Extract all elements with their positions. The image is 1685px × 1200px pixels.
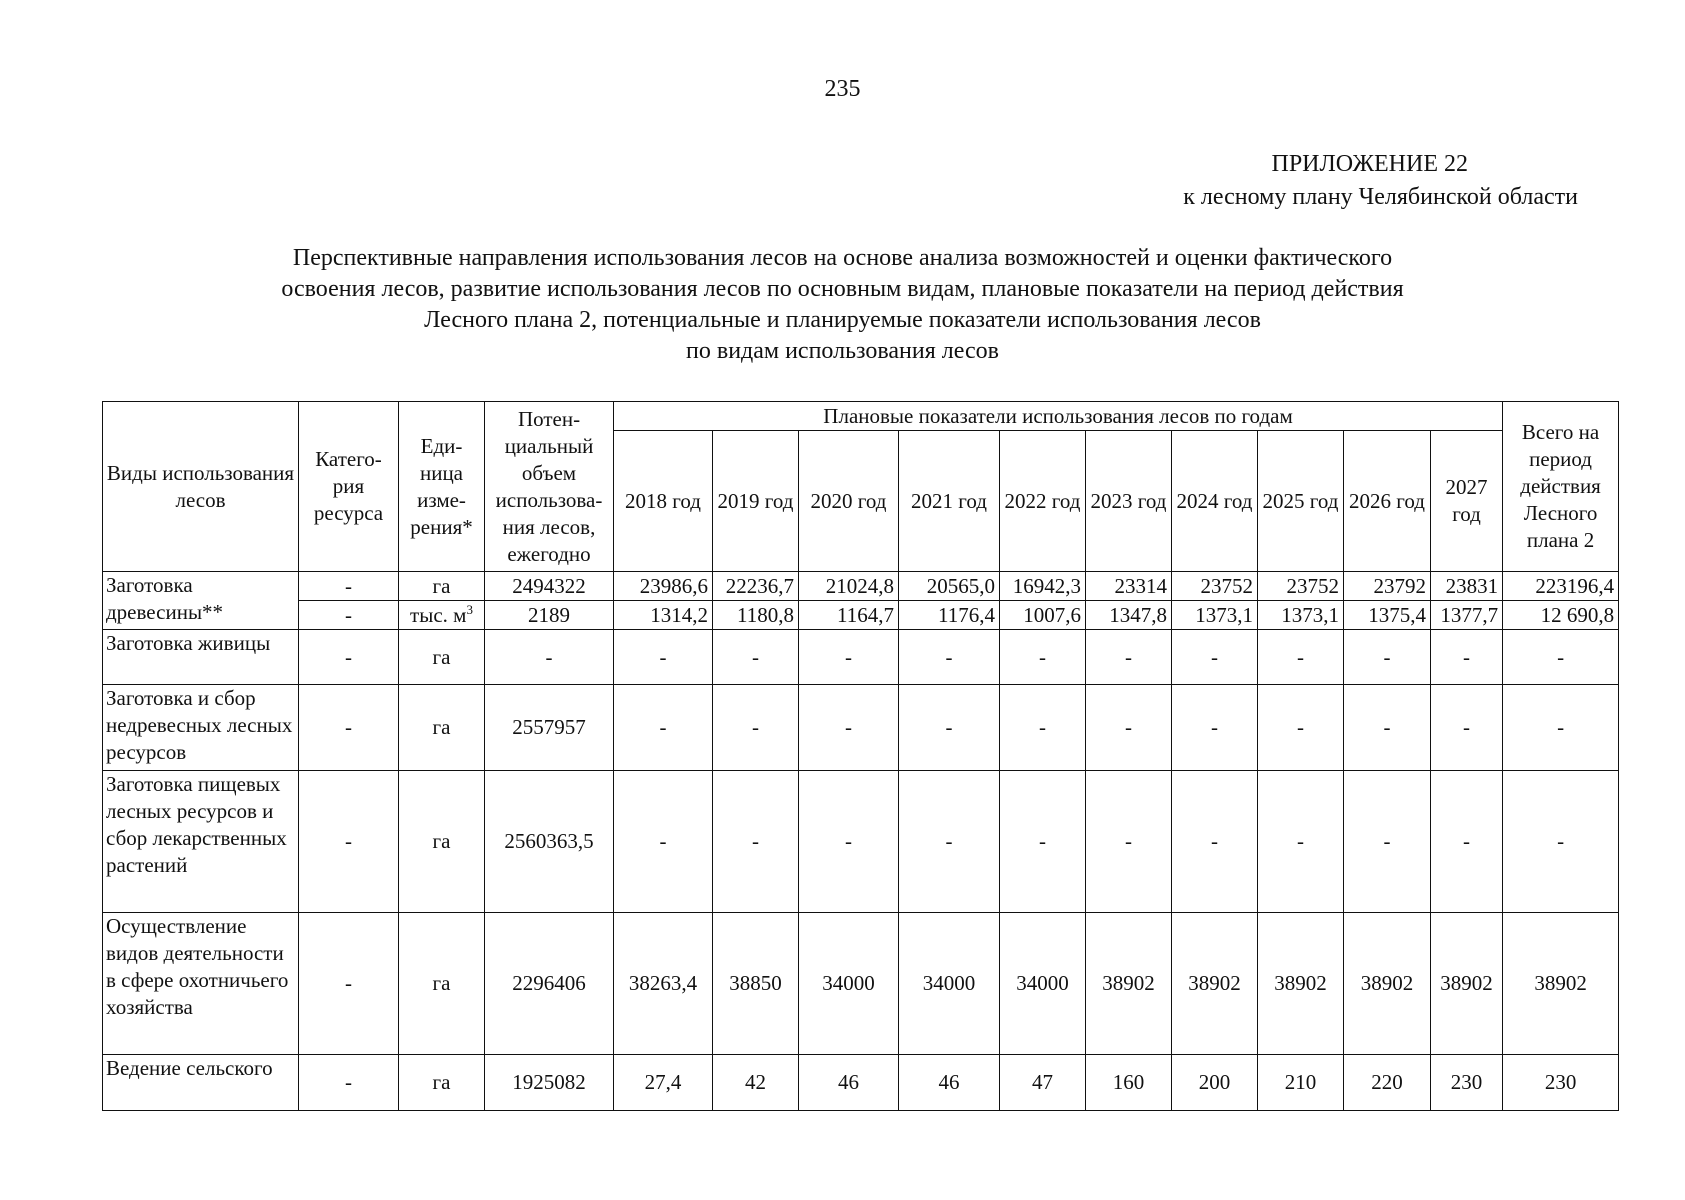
row-kind: Ведение сельского — [103, 1055, 299, 1111]
cell-year: 38902 — [1344, 913, 1431, 1055]
cell-unit: га — [399, 771, 485, 913]
appendix-subtitle: к лесному плану Челябинской области — [1183, 184, 1578, 210]
cell-total: - — [1503, 685, 1619, 771]
cell-year: 1375,4 — [1344, 601, 1431, 630]
cell-year: 160 — [1086, 1055, 1172, 1111]
appendix-title: ПРИЛОЖЕНИЕ 22 — [1271, 151, 1468, 177]
table-row — [103, 601, 1619, 630]
cell-year: - — [1000, 771, 1086, 913]
cell-unit: га — [399, 913, 485, 1055]
cell-year: 38263,4 — [614, 913, 713, 1055]
table-row — [103, 1055, 1619, 1111]
title-line: Перспективные направления использования лесов на основе анализа возможностей и оценки фактического — [292, 245, 1393, 271]
cell-year: - — [1258, 685, 1344, 771]
header-total: Всего на период действия Лесного плана 2 — [1503, 402, 1619, 572]
header-year: 2018 год — [614, 431, 713, 572]
cell-year: - — [1086, 685, 1172, 771]
cell-year: - — [1086, 771, 1172, 913]
cell-year: 23752 — [1172, 572, 1258, 601]
cell-year: 23314 — [1086, 572, 1172, 601]
cell-total: - — [1503, 771, 1619, 913]
cell-potential: - — [485, 630, 614, 685]
cell-unit: га — [399, 1055, 485, 1111]
header-year: 2022 год — [1000, 431, 1086, 572]
header-year: 2019 год — [713, 431, 799, 572]
row-kind: Осуществление видов деятельности в сфере охотничьего хозяйства — [103, 913, 299, 1055]
row-kind: Заготовка древесины** — [103, 572, 299, 630]
header-potential: Потен-циальный объем использова-ния лесов, ежегодно — [485, 402, 614, 572]
cell-year: 1180,8 — [713, 601, 799, 630]
header-year: 2026 год — [1344, 431, 1431, 572]
appendix-heading — [1183, 148, 1578, 214]
cell-year: 23831 — [1431, 572, 1503, 601]
cell-year: 1007,6 — [1000, 601, 1086, 630]
cell-year: 16942,3 — [1000, 572, 1086, 601]
cell-potential: 2560363,5 — [485, 771, 614, 913]
cell-year: 23986,6 — [614, 572, 713, 601]
cell-year: 1314,2 — [614, 601, 713, 630]
page-number: 235 — [824, 76, 861, 102]
header-year: 2027 год — [1431, 431, 1503, 572]
header-row — [103, 402, 1619, 431]
cell-unit — [399, 601, 485, 630]
cell-year: - — [1000, 630, 1086, 685]
cell-potential: 2557957 — [485, 685, 614, 771]
header-year: 2020 год — [799, 431, 899, 572]
title-line: по видам использования лесов — [686, 338, 999, 364]
document-title — [120, 243, 1565, 367]
cell-year: 38850 — [713, 913, 799, 1055]
row-kind: Заготовка и сбор недревесных лесных ресурсов — [103, 685, 299, 771]
table-row — [103, 771, 1619, 913]
table-row — [103, 685, 1619, 771]
cell-year: 38902 — [1258, 913, 1344, 1055]
table-row — [103, 630, 1619, 685]
cell-year: - — [899, 630, 1000, 685]
cell-year: 23752 — [1258, 572, 1344, 601]
cell-year: 21024,8 — [799, 572, 899, 601]
cell-year: - — [1086, 630, 1172, 685]
title-line: освоения лесов, развитие использования лесов по основным видам, плановые показатели на период действия — [281, 276, 1404, 302]
cell-year: - — [1431, 685, 1503, 771]
header-kind: Виды использования лесов — [103, 402, 299, 572]
cell-total: 38902 — [1503, 913, 1619, 1055]
unit-base: тыс. м — [410, 602, 467, 627]
cell-year: 23792 — [1344, 572, 1431, 601]
table-row — [103, 572, 1619, 601]
cell-potential: 1925082 — [485, 1055, 614, 1111]
cell-potential: 2494322 — [485, 572, 614, 601]
forest-use-table — [102, 401, 1619, 1111]
cell-year: - — [799, 685, 899, 771]
table-row — [103, 913, 1619, 1055]
cell-year: - — [799, 771, 899, 913]
cell-year: 47 — [1000, 1055, 1086, 1111]
cell-total: 223196,4 — [1503, 572, 1619, 601]
header-year: 2021 год — [899, 431, 1000, 572]
cell-year: 1347,8 — [1086, 601, 1172, 630]
title-line: Лесного плана 2, потенциальные и планируемые показатели использования лесов — [424, 307, 1261, 333]
unit-superscript: 3 — [466, 601, 473, 617]
cell-year: 230 — [1431, 1055, 1503, 1111]
cell-year: - — [1344, 771, 1431, 913]
cell-category: - — [299, 1055, 399, 1111]
cell-year: - — [1000, 685, 1086, 771]
cell-year: 1176,4 — [899, 601, 1000, 630]
cell-total: - — [1503, 630, 1619, 685]
cell-category: - — [299, 572, 399, 601]
cell-year: - — [1431, 771, 1503, 913]
cell-year: 38902 — [1086, 913, 1172, 1055]
cell-total: 230 — [1503, 1055, 1619, 1111]
cell-year: - — [1258, 630, 1344, 685]
cell-year: - — [713, 771, 799, 913]
cell-year: 27,4 — [614, 1055, 713, 1111]
header-year: 2025 год — [1258, 431, 1344, 572]
cell-year: 20565,0 — [899, 572, 1000, 601]
cell-year: - — [713, 630, 799, 685]
cell-year: - — [899, 771, 1000, 913]
cell-year: 22236,7 — [713, 572, 799, 601]
cell-year: 42 — [713, 1055, 799, 1111]
cell-year: 210 — [1258, 1055, 1344, 1111]
header-category: Катего-рия ресурса — [299, 402, 399, 572]
cell-unit: га — [399, 685, 485, 771]
cell-year: 220 — [1344, 1055, 1431, 1111]
cell-year: 38902 — [1431, 913, 1503, 1055]
cell-year: 1164,7 — [799, 601, 899, 630]
cell-year: 1373,1 — [1172, 601, 1258, 630]
cell-year: - — [614, 630, 713, 685]
cell-year: - — [614, 685, 713, 771]
cell-unit: га — [399, 630, 485, 685]
cell-year: - — [1172, 630, 1258, 685]
cell-year: - — [713, 685, 799, 771]
cell-year: - — [1172, 771, 1258, 913]
cell-year: 34000 — [1000, 913, 1086, 1055]
cell-year: - — [799, 630, 899, 685]
cell-potential: 2189 — [485, 601, 614, 630]
cell-year: - — [1258, 771, 1344, 913]
cell-year: - — [1344, 630, 1431, 685]
header-year: 2023 год — [1086, 431, 1172, 572]
cell-year: 34000 — [799, 913, 899, 1055]
cell-category: - — [299, 630, 399, 685]
cell-year: 34000 — [899, 913, 1000, 1055]
cell-category: - — [299, 685, 399, 771]
cell-year: 38902 — [1172, 913, 1258, 1055]
header-unit: Еди-ница изме-рения* — [399, 402, 485, 572]
cell-category: - — [299, 771, 399, 913]
cell-potential: 2296406 — [485, 913, 614, 1055]
cell-total: 12 690,8 — [1503, 601, 1619, 630]
cell-year: 1373,1 — [1258, 601, 1344, 630]
cell-year: - — [614, 771, 713, 913]
cell-category: - — [299, 601, 399, 630]
cell-year: - — [899, 685, 1000, 771]
cell-year: 46 — [799, 1055, 899, 1111]
cell-category: - — [299, 913, 399, 1055]
cell-year: - — [1172, 685, 1258, 771]
cell-unit: га — [399, 572, 485, 601]
cell-year: 1377,7 — [1431, 601, 1503, 630]
cell-year: - — [1344, 685, 1431, 771]
row-kind: Заготовка живицы — [103, 630, 299, 685]
row-kind: Заготовка пищевых лесных ресурсов и сбор лекарственных растений — [103, 771, 299, 913]
header-planned-group: Плановые показатели использования лесов по годам — [614, 402, 1503, 431]
cell-year: - — [1431, 630, 1503, 685]
header-year: 2024 год — [1172, 431, 1258, 572]
cell-year: 200 — [1172, 1055, 1258, 1111]
cell-year: 46 — [899, 1055, 1000, 1111]
